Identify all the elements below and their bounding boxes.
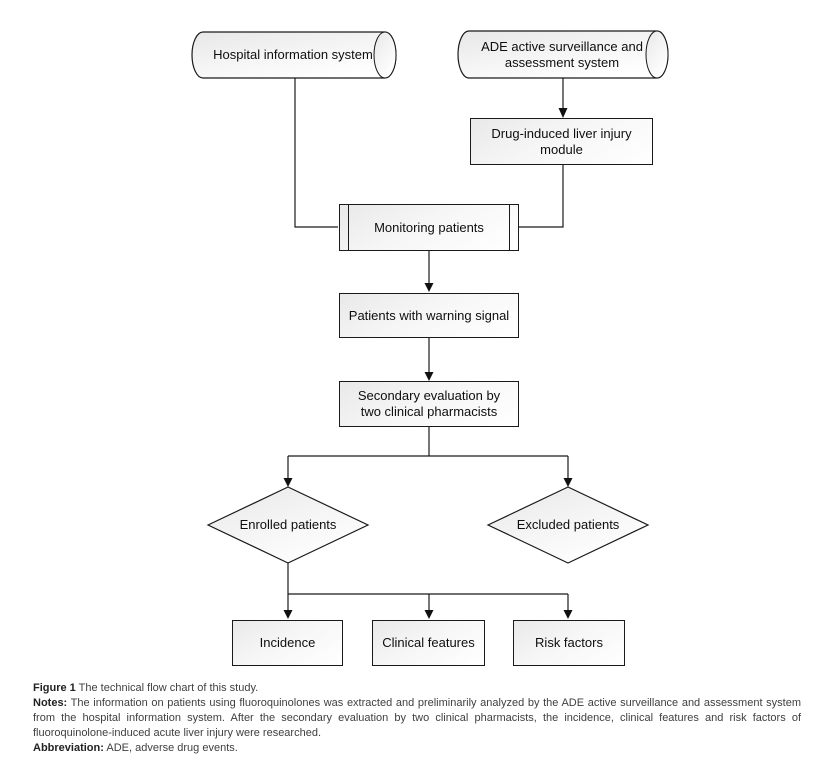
figure-caption [33, 681, 801, 756]
arrowhead-down-icon [564, 478, 573, 487]
node-label-ade-system: ADE active surveillance and assessment system [481, 38, 643, 70]
arrowhead-down-icon [284, 610, 293, 619]
abbreviation-label: Abbreviation: [33, 742, 104, 754]
connector-secondary-split [288, 427, 568, 478]
node-drug-liver-injury-module: Drug-induced liver injury module [470, 118, 653, 165]
caption-abbreviation [33, 741, 801, 756]
caption-notes [33, 696, 801, 741]
node-monitoring-patients [339, 204, 519, 251]
node-risk-factors: Risk factors [513, 620, 625, 666]
notes-text: The information on patients using fluoroquinolones was extracted and preliminarily analyzed by the ADE active surveillance and assessment system from the hospital information system. After the secondary evaluation by two clinical pharmacists, the incidence, clinical features and risk factors of fluoroquinolone-induced acute liver injury were researched. [33, 697, 801, 739]
connector-enrolled-split [288, 563, 568, 610]
arrowhead-down-icon [425, 610, 434, 619]
node-warning-signal: Patients with warning signal [339, 293, 519, 338]
arrowhead-down-icon [564, 610, 573, 619]
notes-label: Notes: [33, 697, 68, 709]
node-clinical-features: Clinical features [372, 620, 485, 666]
node-label-enrolled-patients: Enrolled patients [239, 517, 337, 532]
arrowhead-down-icon [284, 478, 293, 487]
node-label-hospital-system: Hospital information system [213, 47, 373, 62]
figure-title-text: The technical flow chart of this study. [75, 682, 259, 694]
figure-number-label: Figure 1 [33, 682, 76, 694]
caption-title-line [33, 681, 801, 696]
connector-his-to-monitoring [295, 78, 338, 227]
arrowhead-down-icon [425, 372, 434, 381]
node-label-excluded-patients: Excluded patients [516, 517, 620, 532]
arrowhead-down-icon [425, 283, 434, 292]
node-incidence: Incidence [232, 620, 343, 666]
node-secondary-evaluation: Secondary evaluation by two clinical pharmacists [339, 381, 519, 427]
predefined-process-bar [509, 205, 510, 250]
abbreviation-text: ADE, adverse drug events. [103, 742, 238, 754]
node-label-monitoring-patients: Monitoring patients [374, 219, 484, 235]
arrowhead-down-icon [559, 108, 568, 118]
predefined-process-bar [348, 205, 349, 250]
connector-module-to-monitoring [519, 165, 563, 227]
